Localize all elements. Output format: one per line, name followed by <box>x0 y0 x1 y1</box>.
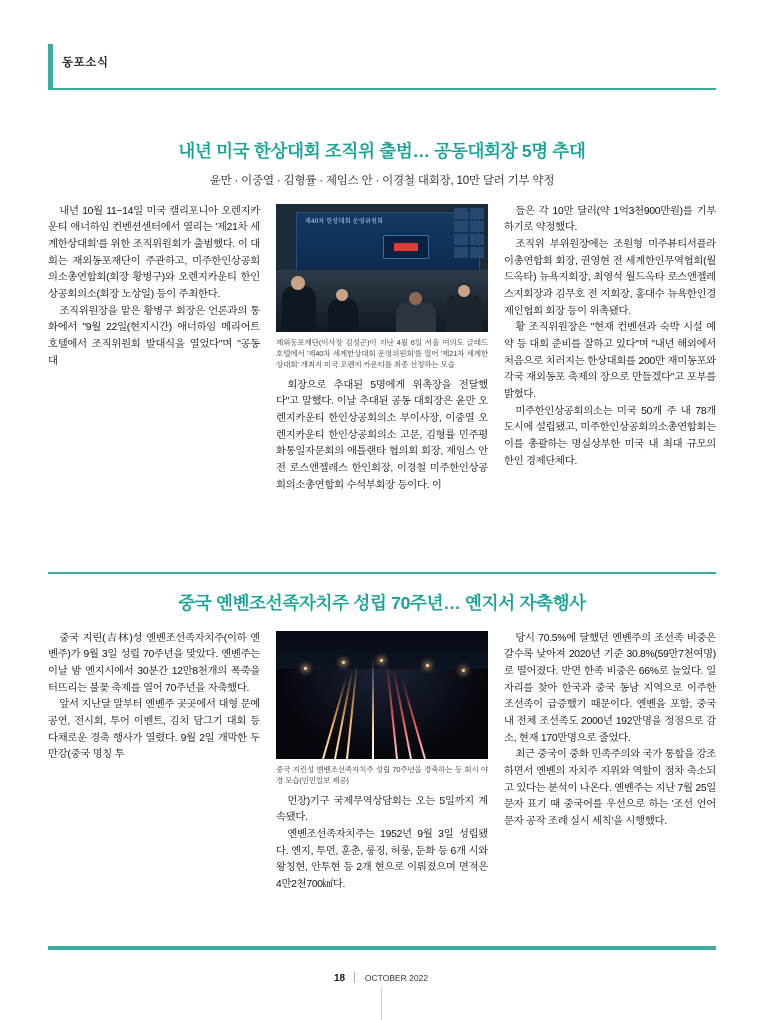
paragraph: 최근 중국이 중화 민족주의와 국가 통합을 강조하면서 옌볜의 자치주 지위와 역할이 점차 축소되고 있다는 분석이 나온다. 옌볜주는 지난 7월 25일 문자 표기 때 중국어를 우선으로 하는 '조선 언어문자 공작 조례 실시 세칙'을 시행했다. <box>504 749 716 828</box>
article-two-photo-caption: 중국 지린성 옌볜조선족자치주 성립 70주년을 경축하는 등 회시 야경 모습(인민일보 제공) <box>276 764 488 785</box>
photo-person <box>446 294 482 332</box>
article-one <box>48 140 716 494</box>
article-two-headline: 중국 옌볜조선족자치주 성립 70주년… 옌지서 자축행사 <box>178 593 586 613</box>
photo-video-tiles <box>454 208 484 258</box>
article-two-column-left <box>48 631 260 894</box>
article-one-column-right <box>504 204 716 495</box>
article-one-photo-caption: 재외동포재단(이사장 김성곤)이 지난 4월 6일 서울 여의도 글래드 호텔에서 '제40차 세계한상대회 운영위원회'를 열어 '제21차 세계한상대회' 개최지 미국 오렌지 카운티를 최종 선정하는 모습 <box>276 337 488 369</box>
photo-person-head <box>336 289 348 301</box>
photo-light <box>342 661 345 664</box>
photo-light <box>426 664 429 667</box>
photo-road <box>276 669 488 759</box>
footer-stem <box>381 986 382 1020</box>
paragraph: 옌볜조선족자치주는 1952년 9월 3일 성립됐다. 옌지, 투먼, 훈춘, 룽징, 허룽, 둔화 등 6개 시와 왕칭현, 안투현 등 2개 현으로 이뤄졌으며 면적은 4만2천700㎢다. <box>276 829 488 891</box>
article-two-photo <box>276 631 488 759</box>
paragraph: 내년 10월 11~14일 미국 캘리포니아 오렌지카운티 애너하임 컨벤션센터에서 열리는 '제21차 세계한상대회'를 위한 조직위원회가 출범했다. 이 대회는 재외동포재단이 주관하고, 미주한인상공회의소총연합회(회장 황병구)와 오렌지카운티 한인상공회의소(회장 노상일) 등이 주최한다. <box>48 205 260 301</box>
bottom-rule <box>48 946 716 950</box>
footer-separator <box>354 972 355 983</box>
article-two-column-right <box>504 631 716 894</box>
paragraph: 당시 70.5%에 달했던 옌볜주의 조선족 비중은 갈수록 낮아져 2020년 기준 30.8%(59만7천여명)로 떨어졌다. 반면 한족 비중은 66%로 늘었다. 일자리를 찾아 한국과 중국 동남 지역으로 이주한 조선족이 급증했기 때문이다. 옌볜을 포함, 중국 내 전체 조선족도 2000년 192만명을 정점으로 감소, 현재 170만명으로 줄었다. <box>504 632 716 744</box>
article-two-columns <box>48 631 716 894</box>
article-one-headline: 내년 미국 한상대회 조직위 출범… 공동대회장 5명 추대 <box>178 141 586 161</box>
photo-light <box>462 669 465 672</box>
paragraph: 앞서 지난달 말부터 옌볜주 곳곳에서 대형 문예 공연, 전시회, 투어 이벤트, 김치 담그기 대회 등 다채로운 경축 행사가 열렸다. 9월 2일 개막한 두만강(중국 명칭 투 <box>48 699 260 761</box>
paragraph: 들은 각 10만 달러(약 1억3천900만원)를 기부하기로 약정했다. <box>504 205 716 234</box>
page-header <box>48 44 716 90</box>
page-footer <box>0 972 762 984</box>
article-one-columns <box>48 204 716 495</box>
paragraph: 중국 지린(吉林)성 옌볜조선족자치주(이하 옌볜주)가 9월 3일 성립 70주년을 맞았다. 옌볜주는 이날 밤 옌지시에서 30분간 12만8천개의 폭죽을 터뜨리는 불꽃 축제를 열어 70주년을 자축했다. <box>48 632 260 694</box>
paragraph: 조직위 부위원장에는 조원형 미주뷰티서플라이총연합회 회장, 권영현 전 세계한인무역협회(월드옥타) 뉴욕지회장, 최영석 월드옥타 로스앤젤레스지회장과 김무호 전 지회장, 홍대수 뉴욕한인경제인협회 회장 등이 위촉됐다. <box>504 239 716 317</box>
article-two-column-middle-text <box>276 794 488 894</box>
photo-person-head <box>291 276 305 290</box>
photo-person <box>396 302 436 332</box>
paragraph: 먼장)기구 국제무역상담회는 오는 5일까지 계속됐다. <box>276 795 488 824</box>
photo-person <box>282 286 316 332</box>
photo-person-head <box>409 292 422 305</box>
article-one-column-left <box>48 204 260 495</box>
issue-date: OCTOBER 2022 <box>364 973 429 983</box>
page-number: 18 <box>333 973 346 984</box>
header-accent-bar <box>48 44 53 90</box>
article-one-column-middle-text <box>276 378 488 495</box>
photo-light <box>304 667 307 670</box>
photo-light <box>380 659 383 662</box>
header-rule <box>48 88 716 90</box>
article-two <box>48 592 716 894</box>
photo-screen-logo <box>383 235 429 259</box>
photo-person-head <box>458 285 470 297</box>
paragraph: 황 조직위원장은 "현재 컨벤션과 숙박 시설 예약 등 대회 준비를 잘하고 있다"며 "내년 해외에서 처음으로 치러지는 한상대회를 200만 재미동포와 각국 재외동포 축제의 장으로 만들겠다"고 포부를 밝혔다. <box>504 322 716 401</box>
article-two-column-middle <box>276 631 488 894</box>
paragraph: 미주한인상공회의소는 미국 50개 주 내 78개 도시에 설립됐고, 미주한인상공회의소총연합회는 이를 총괄하는 명실상부한 미국 내 최대 규모의 한인 경제단체다. <box>504 405 716 467</box>
photo-screen <box>296 212 480 272</box>
section-label: 동포소식 <box>62 57 109 69</box>
paragraph: 조직위원장을 맡은 황병구 회장은 언론과의 통화에서 "9월 22일(현지시간) 애너하임 메리어트 호텔에서 조직위원회 발대식을 열었다"며 "공동 대 <box>48 305 260 367</box>
light-trail <box>372 657 374 759</box>
photo-screen-title: 제40차 한상대회 운영위원회 <box>305 218 384 225</box>
article-divider <box>48 572 716 574</box>
photo-person <box>328 298 358 332</box>
article-one-photo <box>276 204 488 332</box>
article-one-subhead: 윤만 · 이중열 · 김형률 · 제임스 안 · 이경철 대회장, 10만 달러 기부 약정 <box>209 174 555 187</box>
article-one-column-middle <box>276 204 488 495</box>
paragraph: 회장으로 추대된 5명에게 위촉장을 전달했다"고 말했다. 이날 추대된 공동 대회장은 윤만 오렌지카운티 한인상공회의소 부이사장, 이중열 오렌지카운티 한인상공회의소 고문, 김형률 민주평화통일자문회의 애틀랜타 협의회 회장, 제임스 안 전 로스앤젤레스 한인회장, 이경철 미주한인상공회의소총연합회 수석부회장 등이다. 이 <box>276 379 488 491</box>
